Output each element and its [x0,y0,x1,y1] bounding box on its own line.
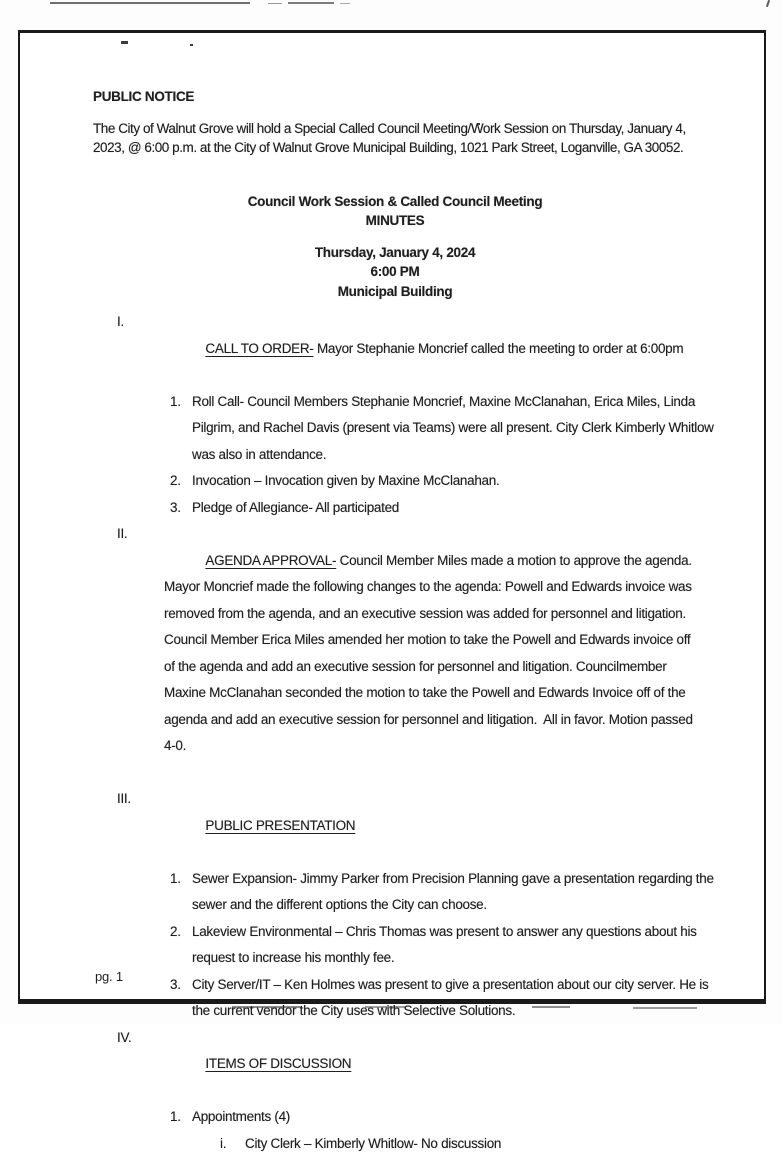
scan-artifact-line [340,3,350,4]
scan-artifact-line [268,3,282,4]
list-item [192,1104,720,1157]
section-heading: AGENDA APPROVAL- [205,553,336,568]
meeting-datetime-block [93,243,715,301]
document-content [93,33,715,999]
section-agenda-approval [93,521,715,786]
public-notice-paragraph: The City of Walnut Grove will hold a Special Called Council Meeting/Work Session on Thursday, January 4, 2023, @ 6:00 p.m. at the City of Walnut Grove Municipal Building, 1021 Park Street, Loganville, GA 30052. [93,119,715,158]
page-number: pg. 1 [95,969,123,984]
section-heading-rest: Mayor Stephanie Moncrief called the meeting to order at 6:00pm [314,341,684,356]
list-item [192,468,720,495]
item-text: Appointments (4) [192,1109,290,1124]
meeting-title: Council Work Session & Called Council Meeting [93,192,697,211]
item-number: 3. [170,972,181,999]
item-text: Roll Call- Council Members Stephanie Moncrief, Maxine McClanahan, Erica Miles, Linda Pilgrim, and Rachel Davis (present via Teams) were all present. City Clerk Kimberly Whitlow was also in attendance. [192,394,714,462]
section-numeral: I. [117,309,124,336]
item-text: Lakeview Environmental – Chris Thomas was present to answer any questions about his request to increase his monthly fee. [192,924,697,966]
list-item [192,389,720,469]
section-numeral: II. [117,521,127,548]
item-number: 1. [170,389,181,416]
scan-artifact-tick [766,0,770,7]
item-number: 3. [170,495,181,522]
item-number: 1. [170,866,181,893]
meeting-date: Thursday, January 4, 2024 [93,243,697,262]
section-heading-line [164,786,715,866]
meeting-title-block [93,192,715,231]
section-heading-rest: Council Member Miles made a motion to approve the agenda. Mayor Moncrief made the following changes to the agenda: Powell and Edwards invoice was removed from the agenda, and an executive session was added for personnel and litigation. Council Member Erica Miles amended her motion to take the Powell and Edwards invoice off of the agenda and add an executive session for personnel and litigation. Councilmember Maxine McClanahan seconded the motion to take the Powell and Edwards Invoice off of the agenda and add an executive session for personnel and litigation. All in favor. Motion passed 4-0. [164,553,696,754]
section-heading: CALL TO ORDER- [205,341,313,356]
section-numeral: III. [117,786,131,813]
section-heading-line [164,1025,715,1105]
item-text: Pledge of Allegiance- All participated [192,500,399,515]
section-call-to-order [93,309,715,521]
list-item [192,866,720,919]
item-number: 1. [170,1104,181,1131]
section-heading-line [164,521,715,786]
sub-list-item [245,1131,720,1157]
list-item [192,972,720,1025]
section-public-presentation [93,786,715,1025]
minutes-sections [93,309,715,1157]
section-heading-line [164,309,715,389]
meeting-location: Municipal Building [93,282,697,301]
item-text: Sewer Expansion- Jimmy Parker from Precision Planning gave a presentation regarding the sewer and the different options the City can choose. [192,871,714,913]
list-item [192,919,720,972]
subitem-number: i. [220,1131,226,1157]
section-items-of-discussion [93,1025,715,1157]
meeting-time: 6:00 PM [93,262,697,281]
item-number: 2. [170,468,181,495]
item-number: 2. [170,919,181,946]
document-page [18,30,766,1004]
section-heading: ITEMS OF DISCUSSION [205,1056,351,1071]
item-text: Invocation – Invocation given by Maxine McClanahan. [192,473,499,488]
public-notice-label: PUBLIC NOTICE [93,89,194,104]
subitem-text: City Clerk – Kimberly Whitlow- No discussion [245,1136,501,1151]
scan-artifact-line [288,2,334,4]
item-text: City Server/IT – Ken Holmes was present to give a presentation about our city server. He is the current vendor the City uses with Selective Solutions. [192,977,708,1019]
list-item [192,495,720,522]
section-numeral: IV. [117,1025,131,1052]
section-heading: PUBLIC PRESENTATION [205,818,355,833]
minutes-label: MINUTES [93,211,697,230]
scan-artifact-line [50,2,250,4]
